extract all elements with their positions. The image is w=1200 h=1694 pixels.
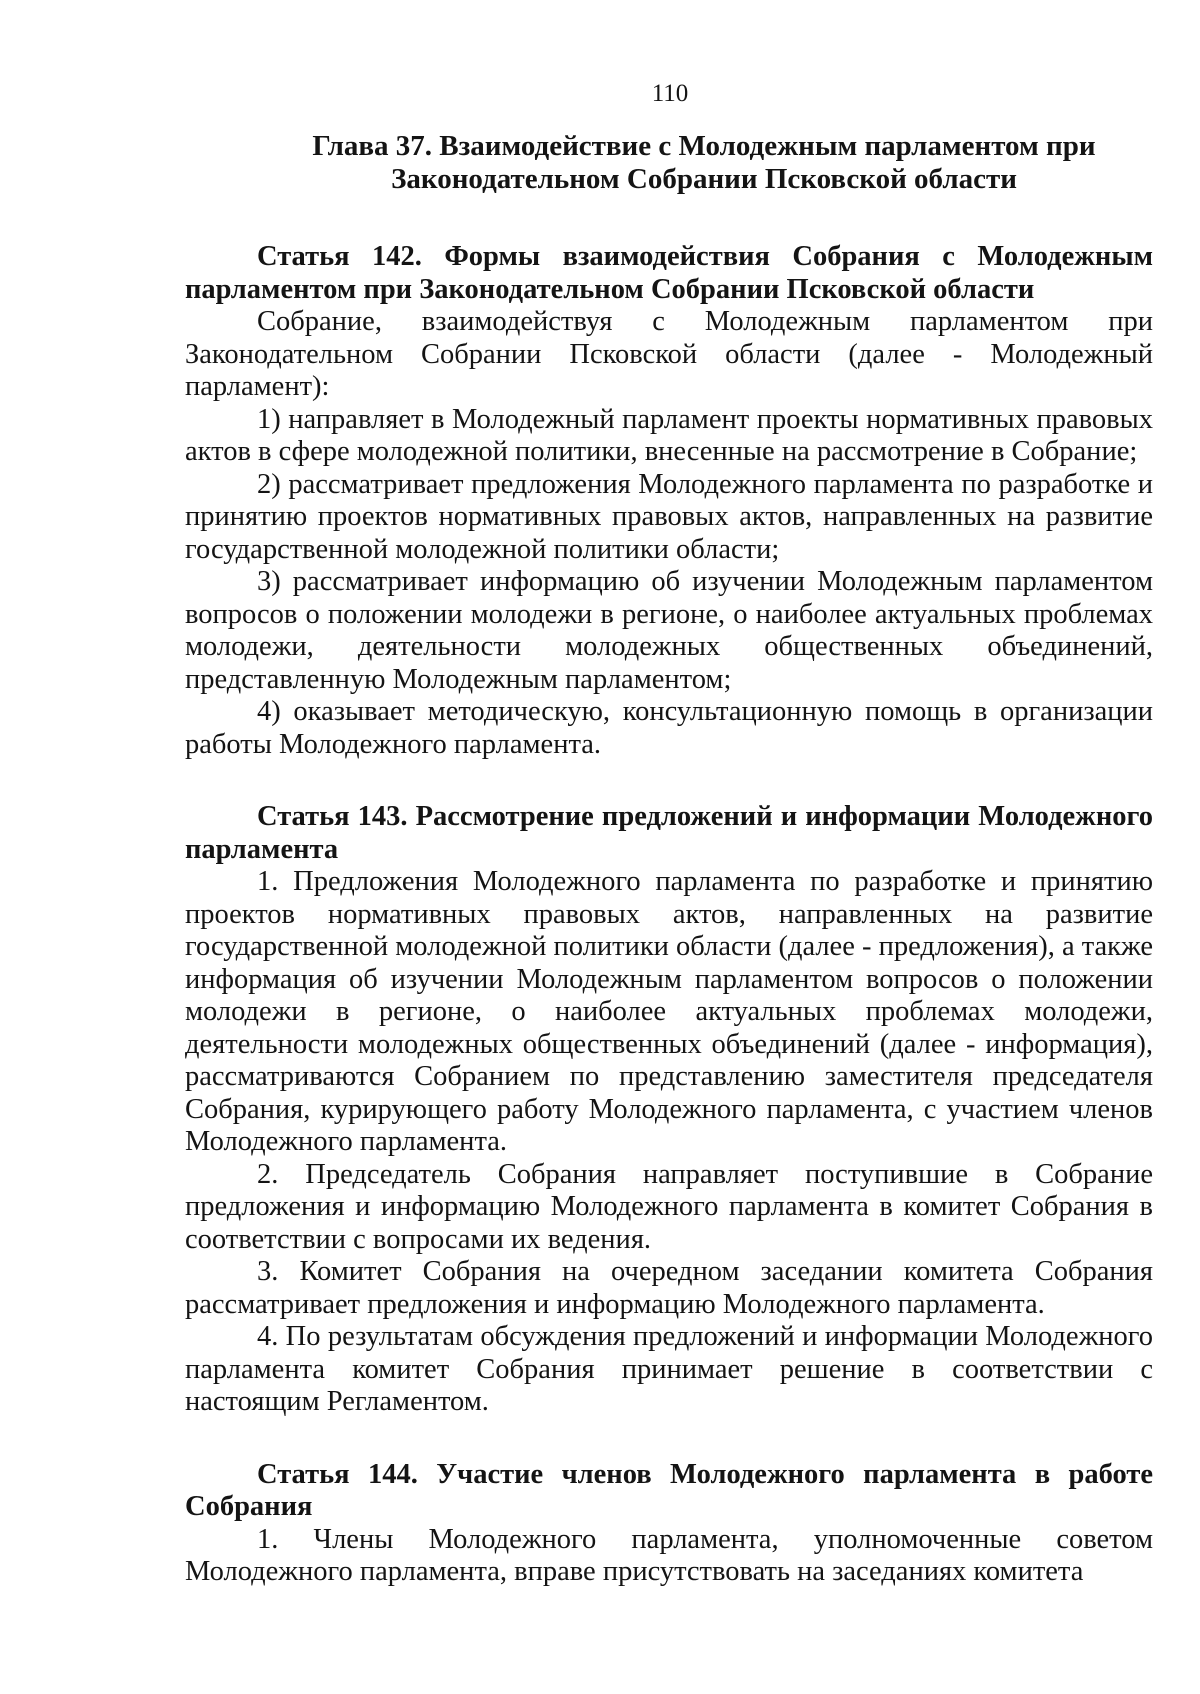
paragraph: 4. По результатам обсуждения предложений и информации Молодежного парламента комитет Собрания принимает решение в соответствии с настоящим Регламентом. [185, 1321, 1153, 1417]
document-body [185, 130, 1153, 1629]
article-142 [185, 241, 1153, 761]
article-143 [185, 801, 1153, 1419]
paragraph: 3. Комитет Собрания на очередном заседании комитета Собрания рассматривает предложения и информацию Молодежного парламента. [185, 1256, 1153, 1320]
paragraph: 2. Председатель Собрания направляет поступившие в Собрание предложения и информацию Молодежного парламента в комитет Собрания в соответствии с вопросами их ведения. [185, 1158, 1153, 1255]
paragraph: 2) рассматривает предложения Молодежного парламента по разработке и принятию проектов нормативных правовых актов, направленных на развитие государственной молодежной политики области; [185, 468, 1153, 565]
paragraph: 4) оказывает методическую, консультационную помощь в организации работы Молодежного парламента. [185, 696, 1153, 760]
page-number: 110 [651, 80, 689, 107]
article-title: Статья 143. Рассмотрение предложений и информации Молодежного парламента [185, 801, 1153, 865]
article-title: Статья 142. Формы взаимодействия Собрания с Молодежным парламентом при Законодательном Собрании Псковской области [185, 241, 1153, 305]
article-title: Статья 144. Участие членов Молодежного парламента в работе Собрания [185, 1458, 1153, 1522]
paragraph: Собрание, взаимодействуя с Молодежным парламентом при Законодательном Собрании Псковской области (далее - Молодежный парламент): [185, 306, 1153, 402]
chapter-title-line2: Законодательном Собрании Псковской области [391, 163, 1017, 195]
paragraph: 1) направляет в Молодежный парламент проекты нормативных правовых актов в сфере молодежной политики, внесенные на рассмотрение в Собрание; [185, 403, 1153, 467]
chapter-title [185, 130, 1153, 196]
paragraph: 1. Предложения Молодежного парламента по разработке и принятию проектов нормативных правовых актов, направленных на развитие государственной молодежной политики области (далее - предложения), а также информация об изучении Молодежным парламентом вопросов о положении молодежи в регионе, о наиболее актуальных проблемах молодежи, деятельности молодежных общественных объединений (далее - информация), рассматриваются Собранием по представлению заместителя председателя Собрания, курирующего работу Молодежного парламента, с участием членов Молодежного парламента. [185, 866, 1153, 1157]
paragraph: 3) рассматривает информацию об изучении Молодежным парламентом вопросов о положении молодежи в регионе, о наиболее актуальных проблемах молодежи, деятельности молодежных общественных объединений, представленную Молодежным парламентом; [185, 566, 1153, 695]
paragraph: 1. Члены Молодежного парламента, уполномоченные советом Молодежного парламента, вправе присутствовать на заседаниях комитета [185, 1523, 1153, 1587]
chapter-title-line1: Глава 37. Взаимодействие с Молодежным парламентом при [312, 130, 1096, 162]
article-144 [185, 1459, 1153, 1589]
